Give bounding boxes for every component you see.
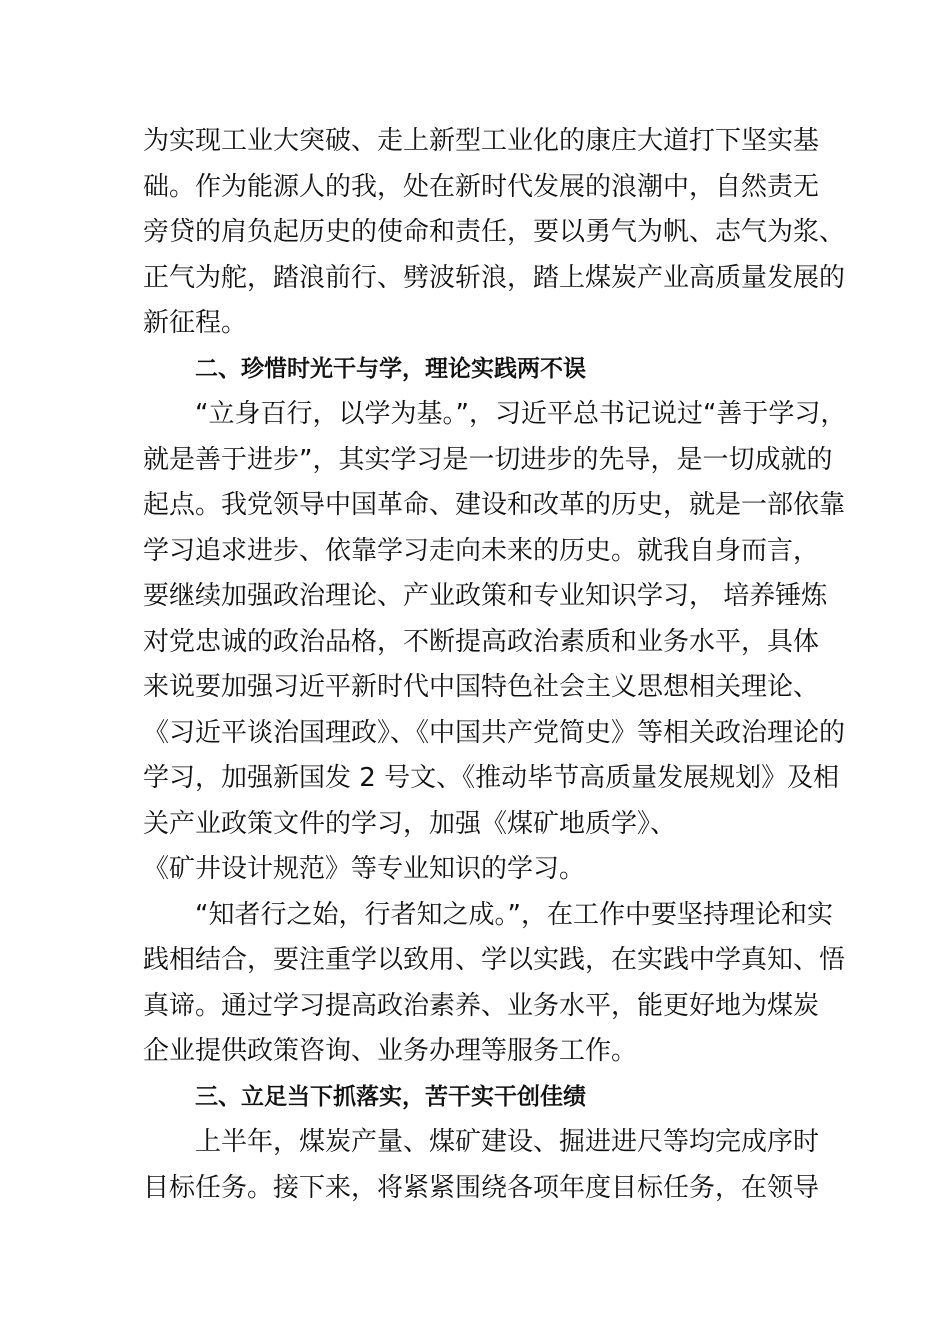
paragraph-line: 旁贷的肩负起历史的使命和责任，要以勇气为帆、志气为浆、: [143, 217, 846, 247]
paragraph-line: 对党忠诚的政治品格，不断提高政治素质和业务水平，具体: [143, 626, 820, 657]
paragraph-line: 企业提供政策咨询、业务办理等服务工作。: [143, 1036, 638, 1066]
paragraph-line: 践相结合，要注重学以致用、学以实践，在实践中学真知、悟: [143, 945, 846, 975]
paragraph-line: “知者行之始，行者知之成。”，在工作中要坚持理论和实: [195, 899, 833, 930]
paragraph-line: 为实现工业大突破、走上新型工业化的康庄大道打下坚实基: [143, 126, 820, 156]
paragraph-line: 真谛。通过学习提高政治素养、业务水平，能更好地为煤炭: [143, 990, 820, 1021]
paragraph-line: “立身百行，以学为基。”，习近平总书记说过“善于学习，: [195, 399, 847, 429]
paragraph-line: 上半年，煤炭产量、煤矿建设、掘进进尺等均完成序时: [195, 1127, 820, 1157]
paragraph-line: 就是善于进步”，其实学习是一切进步的先导，是一切成就的: [143, 444, 833, 475]
paragraph-line: 要继续加强政治理论、产业政策和专业知识学习， 培养锤炼: [143, 581, 828, 611]
paragraph-line: 正气为舵，踏浪前行、劈波斩浪，踏上煤炭产业高质量发展的: [143, 262, 846, 293]
section-heading-2: 二、珍惜时光干与学，理论实践两不误: [195, 355, 586, 382]
body-text: [143, 119, 847, 1211]
paragraph-line: 新征程。: [143, 308, 248, 338]
paragraph-line: 起点。我党领导中国革命、建设和改革的历史，就是一部依靠: [143, 490, 846, 520]
section-heading-3: 三、立足当下抓落实，苦干实干创佳绩: [195, 1083, 586, 1110]
paragraph-line: 学习，加强新国发 2 号文、《推动毕节高质量发展规划》及相: [143, 763, 840, 793]
paragraph-line: 学习追求进步、依靠学习走向未来的历史。就我自身而言，: [143, 535, 820, 566]
paragraph-line: 《习近平谈治国理政》、《中国共产党简史》等相关政治理论的: [143, 717, 846, 748]
paragraph-line: 《矿井设计规范》等专业知识的学习。: [143, 854, 586, 884]
paragraph-line: 来说要加强习近平新时代中国特色社会主义思想相关理论、: [143, 672, 820, 702]
paragraph-line: 关产业政策文件的学习，加强《煤矿地质学》、: [143, 808, 677, 839]
paragraph-line: 目标任务。接下来，将紧紧围绕各项年度目标任务，在领导: [143, 1172, 820, 1203]
paragraph-line: 础。作为能源人的我，处在新时代发展的浪潮中，自然责无: [143, 171, 820, 202]
